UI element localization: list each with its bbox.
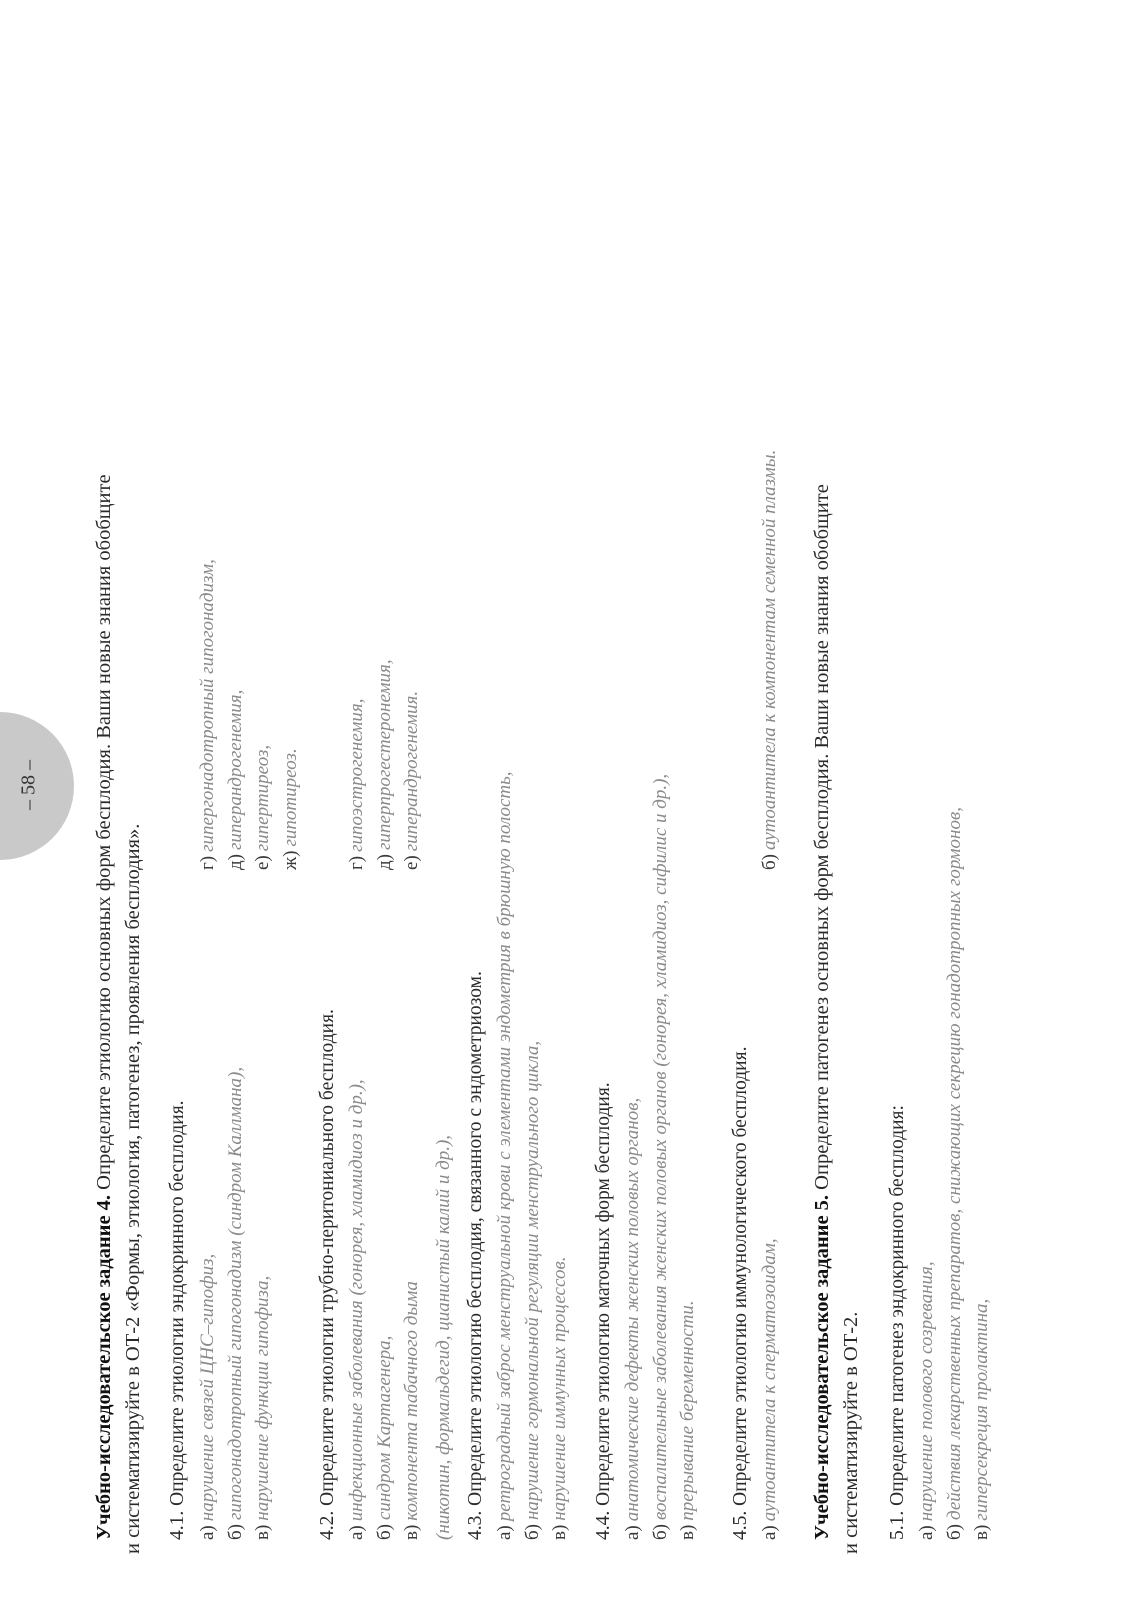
list-item: а) аутоантитела к сперматозоидам,	[759, 1238, 780, 1540]
task4-line2: и систематизируйте в ОТ-2 «Формы, этиология, патогенез, проявления бесплодия».	[122, 823, 144, 1554]
list-item: а) анатомические дефекты женских половых органов,	[622, 1097, 643, 1540]
list-item: (никотин, формальдегид, цианистый калий и др.),	[432, 1134, 454, 1540]
list-item: в) компонента табачного дыма	[401, 1281, 422, 1540]
list-item: д) гиперандрогенемия,	[224, 689, 246, 870]
q41-title: 4.1. Определите этиологии эндокринного бесплодия.	[167, 1100, 188, 1540]
list-item: ж) гипотиреоз.	[279, 748, 301, 870]
task5-heading: Учебно-исследовательское задание 5.	[811, 1194, 833, 1540]
list-item: б) синдром Картагенера,	[373, 1335, 395, 1540]
q51-title: 5.1. Определите патогенез эндокринного бесплодия:	[887, 1105, 908, 1540]
list-item: б) действия лекарственных препаратов, снижающих секрецию гонадотропных гормонов,	[943, 807, 965, 1540]
list-item: е) гиперандрогенемия.	[401, 690, 422, 870]
list-item: г) гипоэстрогенемия,	[346, 698, 367, 870]
task5-line2: и систематизируйте в ОТ-2.	[840, 1311, 862, 1554]
task4-line1: Определите этиологию основных форм бесплодия. Ваши новые знания обобщите	[93, 474, 115, 1195]
list-item: в) нарушение функции гипофиза,	[252, 1275, 273, 1540]
list-item: в) прерывание беременности.	[677, 1300, 698, 1540]
list-item: г) гипергонадотропный гипогонадизм,	[197, 559, 218, 870]
list-item: б) гипогонадотропный гипогонадизм (синдром Каллмана),	[224, 1066, 246, 1540]
list-item: д) гиперпрогестеронемия,	[373, 659, 395, 870]
list-item: а) нарушение полового созревания,	[916, 1261, 937, 1540]
list-item: а) нарушение связей ЦНС–гипофиз,	[197, 1253, 218, 1540]
task5-line1: Определите патогенез основных форм бесплодия. Ваши новые знания обобщите	[811, 484, 833, 1195]
list-item: а) ретроградный заброс менструальной крови с элементами эндометрия в брюшную полость,	[494, 771, 515, 1540]
rotated-page-content	[82, 140, 1042, 1554]
q42-title: 4.2. Определите этиологии трубно-перитониального бесплодия.	[317, 1009, 338, 1540]
list-item: б) воспалительные заболевания женских половых органов (гонорея, хламидиоз, сифилис и др.),	[649, 773, 671, 1540]
list-item: в) нарушение иммунных процессов.	[549, 1256, 570, 1540]
q45-title: 4.5. Определите этиологию иммунологического бесплодия.	[730, 1046, 751, 1540]
q44-title: 4.4. Определите этиологию маточных форм бесплодия.	[593, 1082, 614, 1540]
list-item: б) нарушение гормональной регуляции менструального цикла,	[521, 1040, 543, 1540]
page-number: – 58 –	[17, 760, 40, 810]
task4-heading: Учебно-исследовательское задание 4.	[93, 1194, 115, 1540]
list-item: а) инфекционные заболевания (гонорея, хламидиоз и др.),	[346, 1079, 367, 1540]
q43-title: 4.3. Определите этиологию бесплодия, связанного с эндометриозом.	[465, 971, 486, 1540]
list-item: е) гипертиреоз,	[252, 744, 273, 870]
list-item: б) аутоантитела к компонентам семенной плазмы.	[759, 449, 780, 870]
list-item: в) гиперсекреция пролактина,	[971, 1298, 992, 1540]
